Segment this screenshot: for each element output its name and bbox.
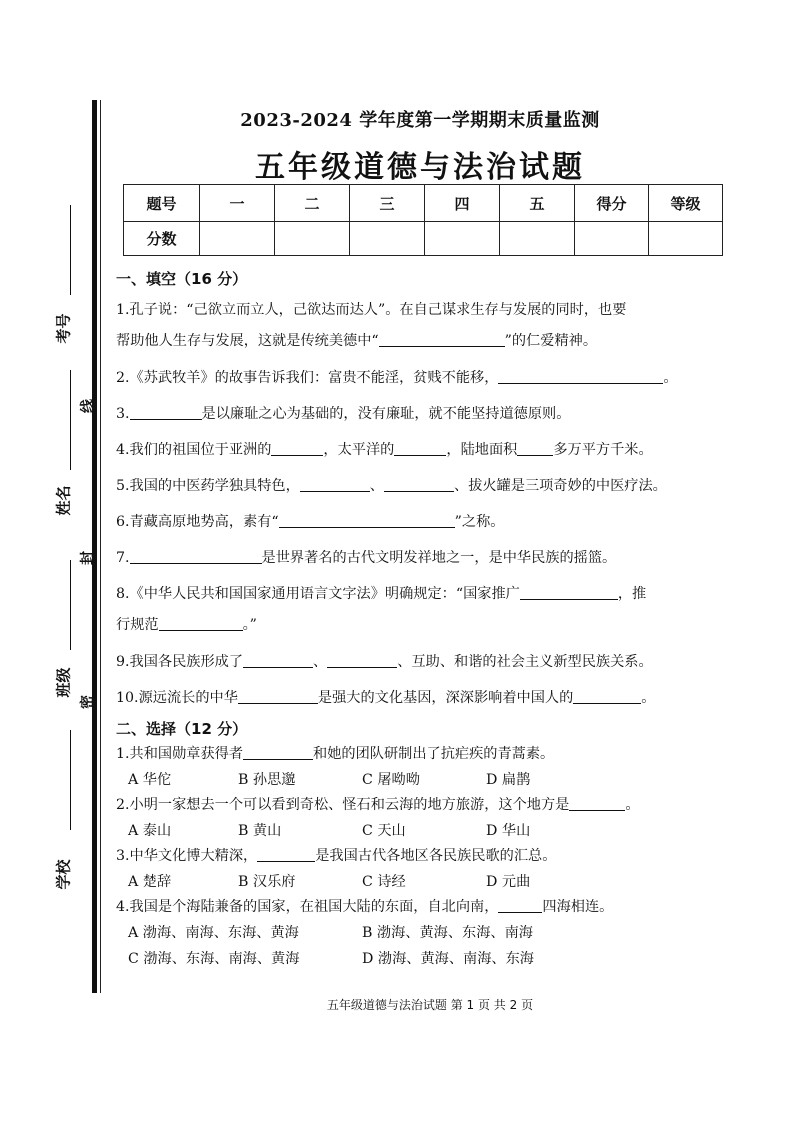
score-cell[interactable] xyxy=(649,222,723,256)
answer-blank[interactable] xyxy=(238,687,318,704)
score-header-cell: 等级 xyxy=(649,185,723,222)
mc-options-1 xyxy=(116,767,726,793)
question-text: ，陆地面积 xyxy=(446,442,518,458)
option-c[interactable]: C 屠呦呦 xyxy=(362,772,420,788)
score-header-cell: 得分 xyxy=(575,185,649,222)
question-text: 和她的团队研制出了抗疟疾的青蒿素。 xyxy=(313,746,555,762)
question-text: 8.《中华人民共和国国家通用语言文字法》明确规定：“国家推广 xyxy=(116,586,520,602)
question-text: 。 xyxy=(663,370,678,386)
mc-options-4-row-1 xyxy=(116,920,726,946)
mc-question-2 xyxy=(116,793,726,818)
question-text: 1.共和国勋章获得者 xyxy=(116,746,244,762)
question-text: 、拔火罐是三项奇妙的中医疗法。 xyxy=(454,478,667,494)
option-b[interactable]: B 汉乐府 xyxy=(238,874,296,890)
answer-blank[interactable] xyxy=(279,511,455,528)
answer-blank[interactable] xyxy=(569,794,625,811)
question-9 xyxy=(116,644,726,680)
question-3 xyxy=(116,396,726,432)
question-text: 。 xyxy=(641,690,656,706)
question-4 xyxy=(116,432,726,468)
option-c[interactable]: C 渤海、东海、南海、黄海 xyxy=(128,951,300,967)
mc-options-3 xyxy=(116,869,726,895)
question-text: 是世界著名的古代文明发祥地之一，是中华民族的摇篮。 xyxy=(261,550,617,566)
question-text: 帮助他人生存与发展，这就是传统美德中“ xyxy=(116,333,379,349)
binding-rule-thick xyxy=(92,100,97,993)
option-b[interactable]: B 黄山 xyxy=(238,823,282,839)
answer-blank[interactable] xyxy=(384,475,454,492)
question-text: 6.青藏高原地势高，素有“ xyxy=(116,514,279,530)
score-cell[interactable] xyxy=(500,222,575,256)
label-school: 学校 xyxy=(54,859,73,890)
question-5 xyxy=(116,468,726,504)
answer-line-class xyxy=(70,560,71,650)
question-8-line-2 xyxy=(116,612,726,644)
answer-blank[interactable] xyxy=(243,743,313,760)
answer-line-name xyxy=(70,370,71,470)
mc-question-1 xyxy=(116,742,726,767)
score-header-cell: 五 xyxy=(500,185,575,222)
exam-content xyxy=(116,266,726,972)
question-6 xyxy=(116,504,726,540)
option-d[interactable]: D 渤海、黄海、南海、东海 xyxy=(362,951,534,967)
answer-blank[interactable] xyxy=(498,896,542,913)
exam-subtitle: 五年级道德与法治试题 xyxy=(255,150,585,185)
answer-blank[interactable] xyxy=(271,439,323,456)
answer-blank[interactable] xyxy=(159,614,243,631)
question-text: 行规范 xyxy=(116,617,159,633)
question-text: 。 xyxy=(625,797,640,813)
answer-blank[interactable] xyxy=(394,439,446,456)
score-cell[interactable] xyxy=(425,222,500,256)
question-text: 4.我国是个海陆兼备的国家，在祖国大陆的东面，自北向南， xyxy=(116,899,499,915)
seal-word-seal: 封 xyxy=(80,551,96,565)
score-header-cell: 二 xyxy=(275,185,350,222)
answer-blank[interactable] xyxy=(243,651,313,668)
question-text: ，推 xyxy=(617,586,647,602)
option-b[interactable]: B 渤海、黄海、东海、南海 xyxy=(362,925,533,941)
answer-blank[interactable] xyxy=(327,651,397,668)
seal-word-secret: 密 xyxy=(80,695,96,709)
question-text: ”之称。 xyxy=(454,514,505,530)
option-a[interactable]: A 华佗 xyxy=(128,772,172,788)
answer-blank[interactable] xyxy=(517,439,553,456)
answer-line-exam-number xyxy=(70,205,71,295)
question-7 xyxy=(116,540,726,576)
option-a[interactable]: A 楚辞 xyxy=(128,874,172,890)
option-c[interactable]: C 诗经 xyxy=(362,874,406,890)
answer-blank[interactable] xyxy=(257,845,315,862)
answer-blank[interactable] xyxy=(379,330,505,347)
answer-blank[interactable] xyxy=(300,475,370,492)
answer-blank[interactable] xyxy=(573,687,641,704)
exam-title: 2023-2024 学年度第一学期期末质量监测 xyxy=(240,110,600,131)
label-class: 班级 xyxy=(54,667,73,698)
score-header-cell: 三 xyxy=(350,185,425,222)
score-cell[interactable] xyxy=(575,222,649,256)
question-text: 10.源远流长的中华 xyxy=(116,690,238,706)
question-text: 3. xyxy=(116,406,130,422)
question-text: 四海相连。 xyxy=(542,899,614,915)
question-text: 7. xyxy=(116,550,130,566)
option-d[interactable]: D 扁鹊 xyxy=(486,772,531,788)
option-c[interactable]: C 天山 xyxy=(362,823,406,839)
answer-blank[interactable] xyxy=(520,583,618,600)
question-text: 是强大的文化基因，深深影响着中国人的 xyxy=(317,690,574,706)
score-cell[interactable] xyxy=(200,222,275,256)
question-10 xyxy=(116,680,726,716)
question-1-line-1: 1.孔子说：“己欲立而立人，己欲达而达人”。在自己谋求生存与发展的同时，也要 xyxy=(116,302,627,318)
score-cell[interactable] xyxy=(275,222,350,256)
answer-blank[interactable] xyxy=(130,547,262,564)
question-text: 是我国古代各地区各民族民歌的汇总。 xyxy=(315,848,557,864)
mc-question-3 xyxy=(116,844,726,869)
question-1-line-2 xyxy=(116,328,726,360)
question-text: 多万平方千米。 xyxy=(553,442,653,458)
answer-blank[interactable] xyxy=(498,367,663,384)
question-text: 、互助、和谐的社会主义新型民族关系。 xyxy=(397,654,653,670)
question-text: ，太平洋的 xyxy=(323,442,395,458)
mc-question-4 xyxy=(116,895,726,920)
question-text: ”的仁爱精神。 xyxy=(504,333,598,349)
question-text: 。” xyxy=(242,617,257,633)
option-d[interactable]: D 元曲 xyxy=(486,874,531,890)
section-heading-fill-blank: 一、填空（16 分） xyxy=(116,270,248,288)
question-text: 2.《苏武牧羊》的故事告诉我们：富贵不能淫，贫贱不能移， xyxy=(116,370,499,386)
binding-rule-thin xyxy=(100,100,101,993)
section-heading-multiple-choice: 二、选择（12 分） xyxy=(116,720,248,738)
option-b[interactable]: B 孙思邈 xyxy=(238,772,296,788)
seal-word-line: 线 xyxy=(80,399,96,413)
score-cell[interactable] xyxy=(350,222,425,256)
mc-options-4-row-2 xyxy=(116,946,726,972)
answer-blank[interactable] xyxy=(130,403,202,420)
question-text: 、 xyxy=(313,654,328,670)
score-header-cell: 题号 xyxy=(124,185,200,222)
question-2 xyxy=(116,360,726,396)
score-header-cell: 一 xyxy=(200,185,275,222)
score-row-label: 分数 xyxy=(124,222,200,256)
answer-line-school xyxy=(70,730,71,830)
question-text: 是以廉耻之心为基础的，没有廉耻，就不能坚持道德原则。 xyxy=(201,406,571,422)
page-footer: 五年级道德与法治试题 第 1 页 共 2 页 xyxy=(326,998,534,1012)
option-a[interactable]: A 泰山 xyxy=(128,823,172,839)
question-text: 9.我国各民族形成了 xyxy=(116,654,244,670)
label-exam-number: 考号 xyxy=(54,313,73,344)
question-text: 3.中华文化博大精深， xyxy=(116,848,258,864)
option-d[interactable]: D 华山 xyxy=(486,823,531,839)
mc-options-2 xyxy=(116,818,726,844)
question-8-line-1 xyxy=(116,576,726,612)
question-text: 2.小明一家想去一个可以看到奇松、怪石和云海的地方旅游，这个地方是 xyxy=(116,797,570,813)
score-header-cell: 四 xyxy=(425,185,500,222)
score-table xyxy=(123,184,723,256)
question-text: 5.我国的中医药学独具特色， xyxy=(116,478,300,494)
question-text: 、 xyxy=(369,478,384,494)
score-table-header-row xyxy=(124,185,723,222)
score-table-value-row xyxy=(124,222,723,256)
option-a[interactable]: A 渤海、南海、东海、黄海 xyxy=(128,925,299,941)
label-name: 姓名 xyxy=(54,485,73,516)
question-text: 4.我们的祖国位于亚洲的 xyxy=(116,442,272,458)
